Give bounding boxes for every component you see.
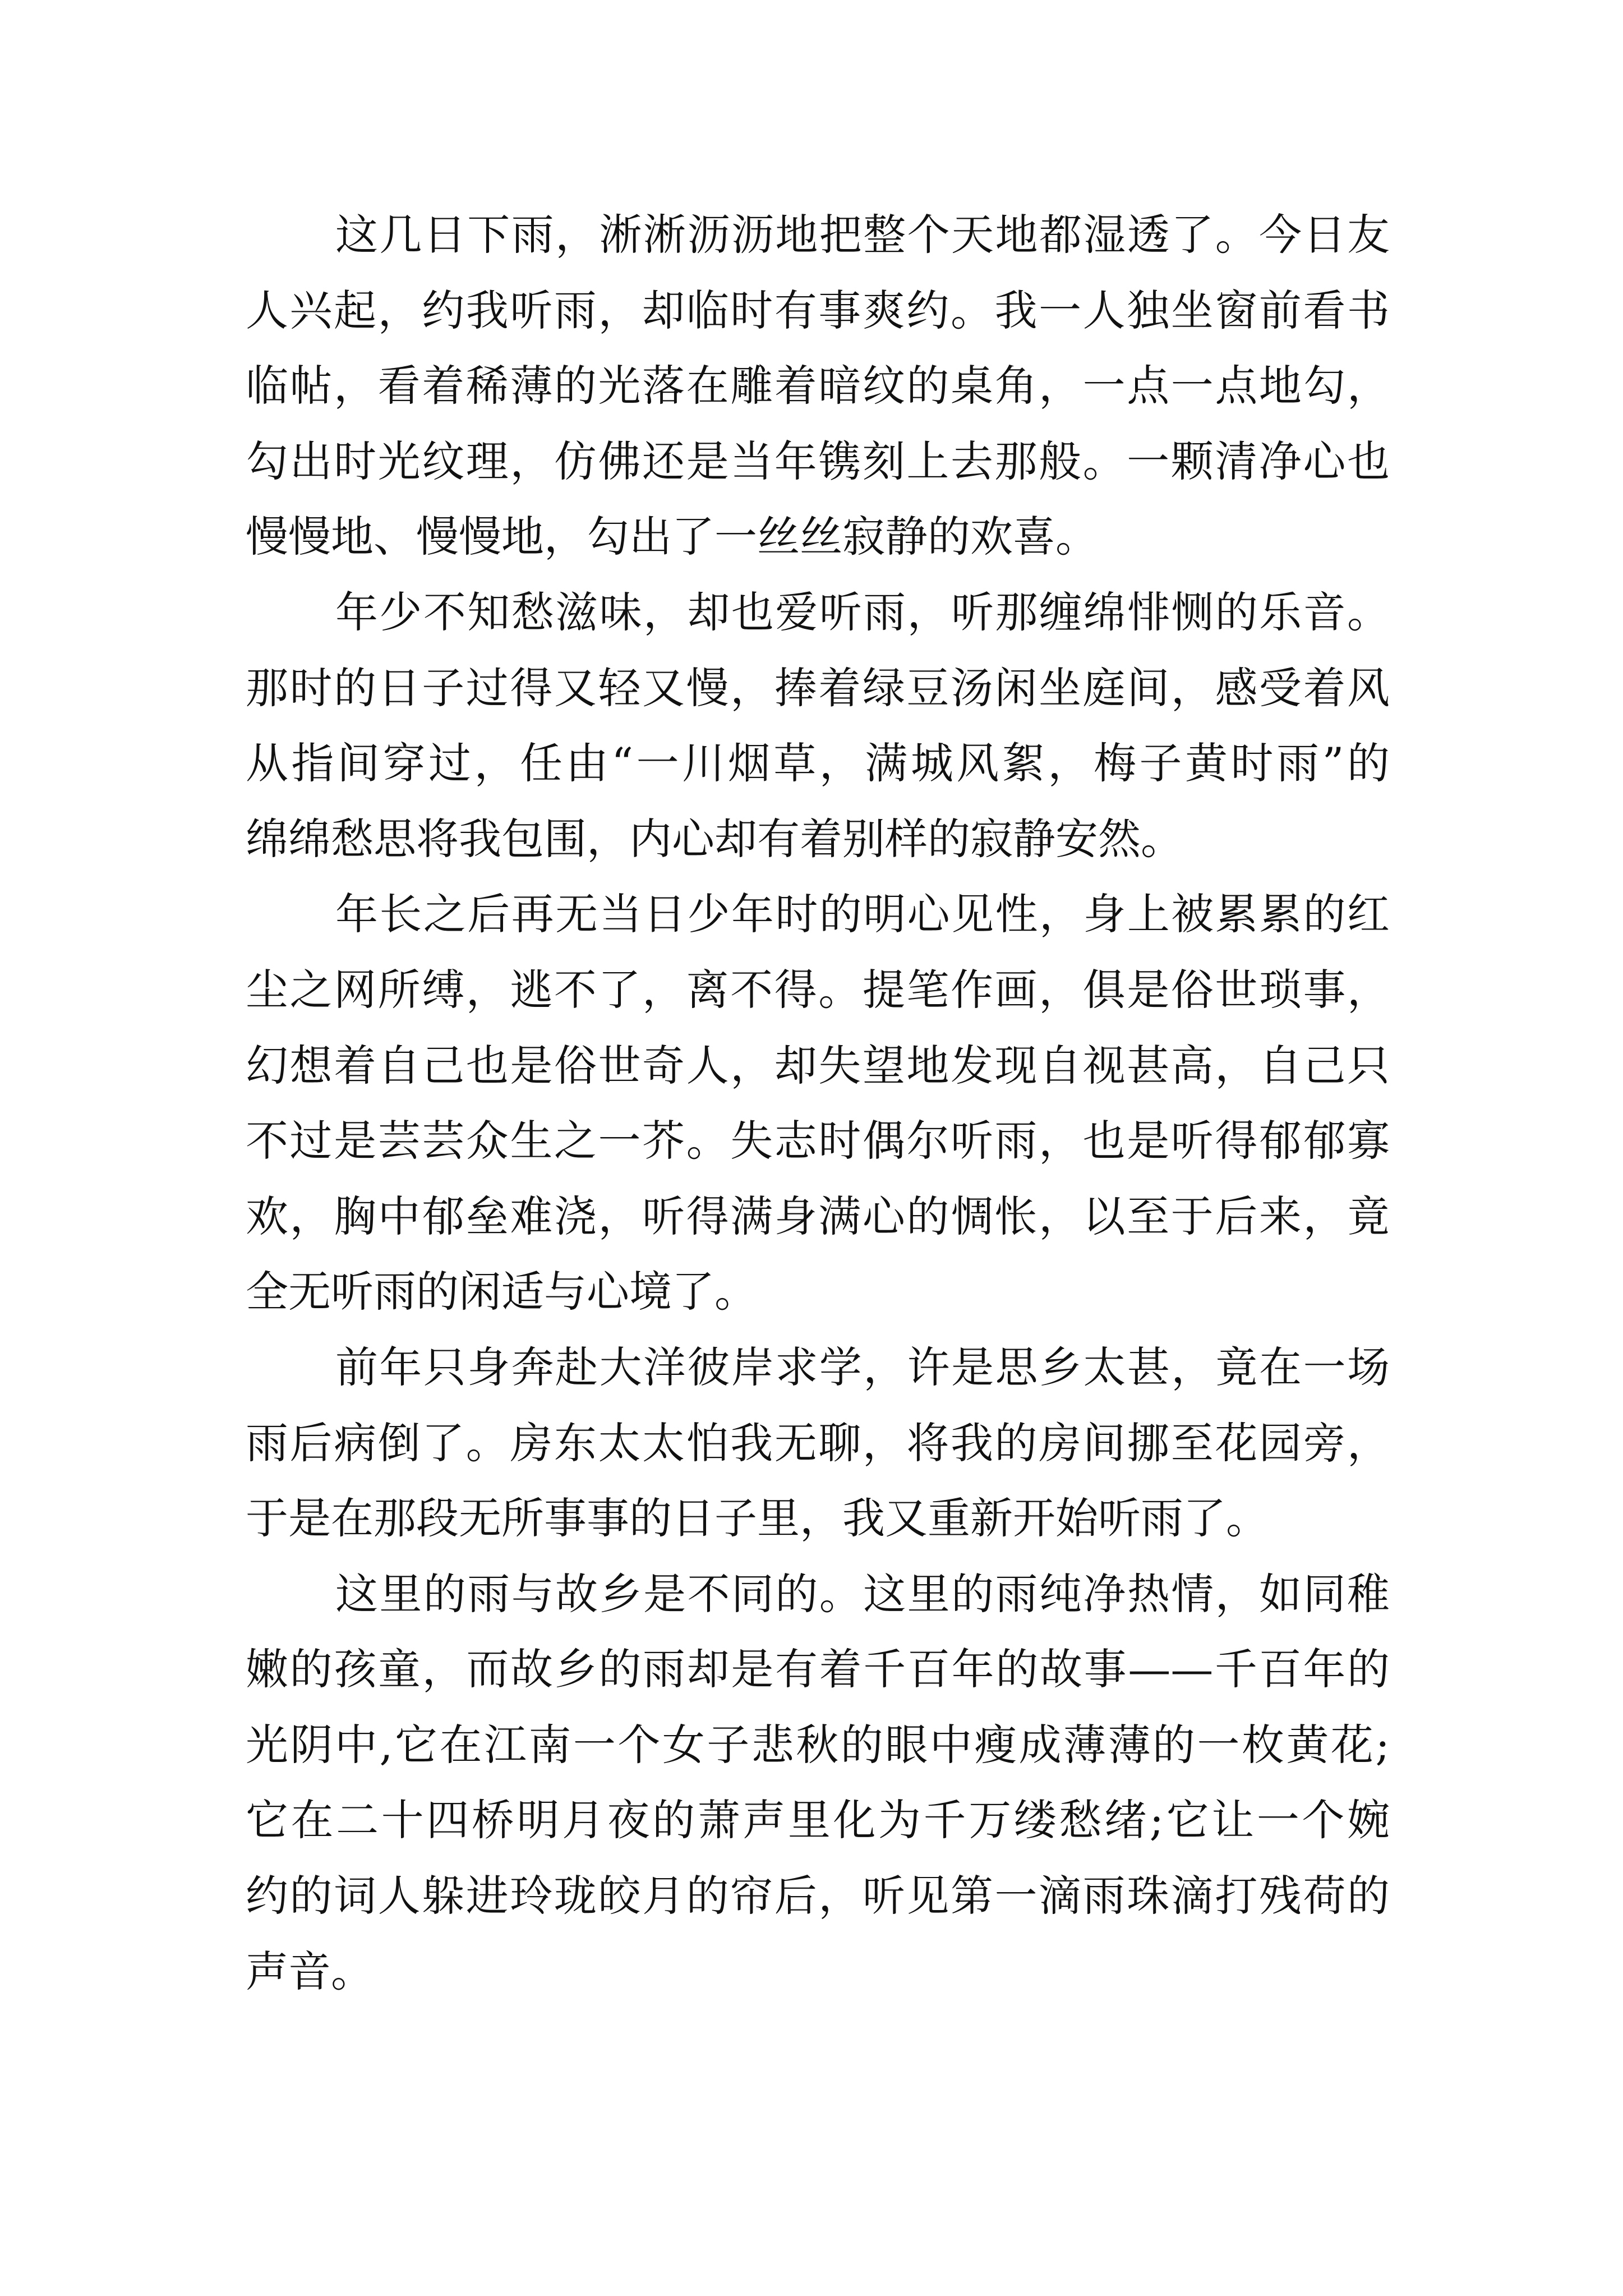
essay-body [246, 197, 1390, 2009]
paragraph-5-line-5: 约的词人躲进玲珑皎月的帘后，听见第一滴雨珠滴打残荷的 [246, 1871, 1390, 1921]
paragraph-5-line-1: 这里的雨与故乡是不同的。这里的雨纯净热情，如同稚 [335, 1568, 1390, 1619]
paragraph-3-line-4: 不过是芸芸众生之一芥。失志时偶尔听雨，也是听得郁郁寡 [246, 1116, 1390, 1166]
paragraph-2-line-3: 从指间穿过，任由“一川烟草，满城风絮，梅子黄时雨”的 [246, 738, 1390, 789]
paragraph-3-line-3: 幻想着自己也是俗世奇人，却失望地发现自视甚高，自己只 [246, 1040, 1390, 1091]
paragraph-3-line-5: 欢，胸中郁垒难浇，听得满身满心的惆怅，以至于后来，竟 [246, 1191, 1390, 1241]
paragraph-1-line-3: 临帖，看着稀薄的光落在雕着暗纹的桌角，一点一点地勾， [246, 361, 1390, 411]
paragraph-4-line-3: 于是在那段无所事事的日子里，我又重新开始听雨了。 [246, 1493, 1269, 1544]
paragraph-5-line-2: 嫩的孩童，而故乡的雨却是有着千百年的故事——千百年的 [246, 1644, 1390, 1695]
paragraph-3-line-1: 年长之后再无当日少年时的明心见性，身上被累累的红 [335, 889, 1390, 940]
paragraph-3-line-6: 全无听雨的闲适与心境了。 [246, 1267, 757, 1317]
paragraph-1-line-4: 勾出时光纹理，仿佛还是当年镌刻上去那般。一颗清净心也 [246, 436, 1390, 486]
paragraph-2-line-1: 年少不知愁滋味，却也爱听雨，听那缠绵悱恻的乐音。 [335, 587, 1390, 637]
paragraph-1-line-1: 这几日下雨，淅淅沥沥地把整个天地都湿透了。今日友 [335, 210, 1390, 260]
paragraph-4-line-1: 前年只身奔赴大洋彼岸求学，许是思乡太甚，竟在一场 [335, 1342, 1390, 1392]
paragraph-4-line-2: 雨后病倒了。房东太太怕我无聊，将我的房间挪至花园旁， [246, 1418, 1390, 1468]
paragraph-1-line-2: 人兴起，约我听雨，却临时有事爽约。我一人独坐窗前看书 [246, 285, 1390, 335]
paragraph-1-line-5: 慢慢地、慢慢地，勾出了一丝丝寂静的欢喜。 [246, 512, 1098, 562]
paragraph-5-line-3: 光阴中,它在江南一个女子悲秋的眼中瘦成薄薄的一枚黄花; [246, 1719, 1390, 1770]
paragraph-2-line-4: 绵绵愁思将我包围，内心却有着别样的寂静安然。 [246, 813, 1183, 864]
paragraph-2-line-2: 那时的日子过得又轻又慢，捧着绿豆汤闲坐庭间，感受着风 [246, 662, 1390, 713]
paragraph-3-line-2: 尘之网所缚，逃不了，离不得。提笔作画，俱是俗世琐事， [246, 964, 1390, 1015]
paragraph-5-line-6: 声音。 [246, 1946, 374, 1996]
paragraph-5-line-4: 它在二十四桥明月夜的萧声里化为千万缕愁绪;它让一个婉 [246, 1795, 1390, 1846]
